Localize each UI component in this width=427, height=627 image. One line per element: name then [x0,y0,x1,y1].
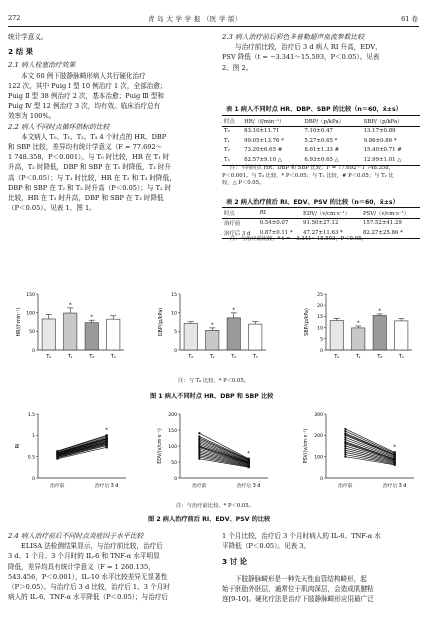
paragraph-line: 平降低（P＜0.05）。见表 3。 [222,542,311,551]
table-cell: 治疗前 [224,221,241,228]
significance-marker: * [210,322,214,329]
data-point [344,453,346,455]
bar [330,320,343,350]
table-header-row [222,116,420,127]
x-tick-label: 治疗前 [192,484,207,489]
edv-paired-chart [157,412,268,489]
table-header-cell: 时点 [224,118,235,125]
y-tick-label: 50 [171,460,177,466]
table-cell: 157.52±41.29 [362,220,402,227]
significance-marker: * [378,308,382,315]
data-point [394,464,396,466]
subsection-heading: 2.2 病人不同时点循环指标的比较 [8,122,110,131]
bar [85,323,98,350]
data-point [56,454,58,456]
paragraph-line: （P＜0.05）。见表 1、图 1。 [8,204,96,213]
table-cell: 12.99±1.01 △ [363,156,402,163]
right-bottom-text [222,531,420,604]
volume-label: 61 卷 [401,15,418,23]
header-rule [8,26,419,27]
table1-note [222,165,420,188]
y-tick-label: 0 [174,476,177,482]
table-cell: 6.93±0.65 △ [304,156,339,163]
table-cell: 5.27±0.65 * [304,137,338,144]
figure1-note: 注：与 T₀ 比较，* P＜0.05。 [178,378,250,384]
section-heading-results: 2 结 果 [8,47,34,57]
y-tick-label: 0 [174,348,177,354]
table2-note: 注：与治疗前比较，* t = −3.341～15.593，P＜0.05。 [230,236,367,242]
paragraph-line: Puig Ⅳ 型 12 例治疗 3 次，均有效。临床治疗总有 [8,102,161,111]
significance-marker: * [68,302,72,309]
paragraph-line: Puig Ⅱ 型 38 例治疗 2 次，基本治愈；Puig Ⅲ 型和 [8,92,164,101]
left-column-text [8,32,204,213]
table-header-cell: HR/（f/min⁻¹） [244,118,285,125]
table-cell: T₃ [224,156,230,163]
paragraph-line: 高（P＜0.05）；与 T₁ 时比较，HR 在 T₂ 和 T₃ 时降低， [8,173,176,182]
y-tick-label: 50 [29,330,35,336]
table-header-cell: 时点 [224,210,235,217]
data-point [198,432,200,434]
table-cell: 47.27±11.63 * [303,229,343,236]
bar [227,318,240,350]
table-cell: T₂ [224,147,230,154]
table-cell: 0.87±0.11 * [259,229,293,236]
x-tick-label: T₁ [209,355,215,360]
x-tick-label: 治疗前 [50,484,65,489]
paragraph-line: 和 SBP 比较，差异均有统计学意义（F = 77.692～ [8,143,163,152]
data-point [344,442,346,444]
y-tick-label: 200 [168,412,177,418]
y-axis-label: PSV/(v/cm·s⁻¹) [304,428,309,464]
y-tick-label: 100 [26,311,35,317]
table-row [222,218,420,228]
y-axis-label: DBP/(p/kPa) [159,307,164,337]
y-tick-label: 1 [32,434,35,440]
note-line: 较，△ P＜0.05。 [222,180,265,187]
y-tick-label: 0 [32,476,35,482]
figure2-caption: 图 2 病人治疗前后 RI、EDV、PSV 的比较 [148,516,271,523]
data-point [344,447,346,449]
figure2-note: 注：与治疗前比较，* P＜0.05。 [176,503,254,509]
x-tick-label: 治疗后 3 d [236,484,261,489]
journal-title: 青 岛 大 学 学 报 （医 学 版） [148,15,242,23]
y-tick-label: 1.5 [27,412,35,418]
significance-marker: * [105,427,109,434]
y-tick-label: 300 [314,412,323,418]
note-line: 注：不同时点 HR、DBP 和 SBP 比较，F = 77.692～1 748.358， [230,165,394,171]
data-point [56,452,58,454]
figure1 [8,286,419,372]
data-point [248,466,250,468]
data-point [394,454,396,456]
data-point [344,430,346,432]
x-tick-label: T₃ [252,355,258,360]
paragraph-line: （P＞0.05）。与治疗后 3 d 比较，治疗后 1、3 个月时 [8,583,170,592]
data-point [198,446,200,448]
paragraph-line: 统计学意义。 [8,33,48,41]
right-column-text [222,32,420,73]
y-tick-label: 10 [317,326,323,332]
data-point [344,456,346,458]
table-cell: 99.05±13.76 * [244,137,284,144]
table-cell: 82.57±9.10 △ [244,156,282,163]
table1 [222,115,420,166]
y-tick-label: 15 [171,292,177,298]
table-cell: 82.27±25.86 * [362,229,403,236]
x-tick-label: 治疗后 3 d [382,484,407,489]
x-tick-label: T₁ [67,355,73,360]
y-tick-label: 100 [314,455,323,461]
subsection-heading: 2.1 病人栓塞治疗效果 [8,61,76,70]
paragraph-line: 2、图 2。 [222,63,253,72]
data-point [344,436,346,438]
table1-caption: 表 1 病人不同时点 HR、DBP、SBP 的比较（n＝60，x̄±s） [226,106,402,113]
table-cell: 0.54±0.07 [259,220,289,227]
y-tick-label: 5 [174,330,177,336]
psv-paired-chart [303,412,414,489]
table-row [222,155,420,165]
data-point [106,434,108,436]
paragraph-line: 1 个月比较，治疗后 3 个月时病人的 IL-6、TNF-α 水 [222,532,381,540]
dbp-bar-chart [158,292,266,360]
paragraph-line: 始于胚胎外胚层，通常位于肌肉深层，会造成肌腱粘 [222,584,374,593]
sbp-bar-chart [304,292,412,360]
data-point [106,441,108,443]
data-point [344,433,346,435]
table-cell: 9.86±0.86 * [363,137,397,144]
table-cell: T₁ [224,137,230,144]
bar [206,330,219,350]
bar [42,319,55,350]
paragraph-line: 升高，T₂ 时降低，DBP 和 SBP 在 T₁ 时降低，T₂ 时升 [8,163,172,172]
y-axis-label: SBP/(p/kPa) [305,308,310,336]
data-point [106,444,108,446]
table-cell: 73.20±6.65 # [244,147,283,154]
table-header-cell: RI [259,209,266,216]
y-tick-label: 25 [317,292,323,298]
y-tick-label: 150 [26,292,35,298]
left-bottom-text [8,531,206,602]
table-row [222,146,420,156]
y-tick-label: 5 [320,337,323,343]
significance-marker: * [247,450,251,457]
table2-caption: 表 2 病人治疗前后 RI、EDV、PSV 的比较（n＝60，x̄±s） [226,199,399,206]
y-axis-label: HR/(f·min⁻¹) [17,307,22,337]
y-tick-label: 200 [314,434,323,440]
bar [107,319,120,350]
table-header-cell: PSV/（v/cm·s⁻¹） [362,210,410,217]
significance-marker: * [90,314,94,321]
x-tick-label: 治疗前 [338,484,353,489]
y-tick-label: 150 [168,428,177,434]
paragraph-line: 122 次。其中 Puig Ⅰ 型 10 例治疗 1 次，全部治愈； [8,81,167,90]
page-number: 272 [8,14,21,22]
table-cell: T₀ [224,128,230,135]
significance-marker: * [356,320,360,327]
subsection-heading: 2.4 病人治疗前后不同时点炎症因子水平比较 [8,532,144,540]
x-tick-label: T₀ [188,355,194,360]
data-point [248,459,250,461]
table-cell: 91.50±27.12 [303,220,339,227]
table-cell: 83.10±11.71 [244,128,280,135]
figure1-caption: 图 1 病人不同时点 HR、DBP 和 SBP 比较 [150,393,274,400]
paragraph-line: 比较，HR 在 T₃ 时升高，DBP 和 SBP 在 T₃ 时降低 [8,194,164,203]
data-point [344,451,346,453]
data-point [344,445,346,447]
x-tick-label: T₃ [110,355,116,360]
table2 [222,207,420,239]
x-tick-label: 治疗后 3 d [94,484,119,489]
table-header-row [222,208,420,219]
subsection-heading: 2.3 病人治疗前后彩色多普勒超声血流参数比较 [222,33,365,41]
table-cell: 15.40±0.71 # [363,147,402,154]
figure2 [8,408,419,500]
data-point [106,437,108,439]
x-tick-label: T₀ [46,355,52,360]
table-cell: 13.17±0.89 [363,128,396,135]
y-axis-label: RI [16,443,21,449]
paragraph-line: 本文 60 例下肢静脉畸形病人共行硬化治疗 [21,71,146,80]
table-cell: 治疗后 3 d [224,230,251,237]
paragraph-line: 效率为 100%。 [8,112,56,121]
paragraph-line: 1 748.358，P＜0.001）。与 T₀ 时比较，HR 在 T₁ 时 [8,153,170,162]
table-header-cell: SBP/（p/kPa） [363,118,403,125]
bar [373,316,386,350]
bar [395,321,408,350]
paragraph-line: 病人的 IL-6、TNF-α 水平降低（P＜0.05）；与治疗后 [8,593,169,602]
significance-marker: * [232,307,236,314]
bar [249,324,262,350]
table-row [222,126,420,136]
section-heading-discussion: 3 讨 论 [222,557,248,567]
data-point [198,458,200,460]
paragraph-line: 543.456，P＜0.001），IL-10 水平比较差异无显著性 [8,572,168,581]
y-tick-label: 10 [171,311,177,317]
table-cell: 7.10±0.47 [304,128,333,135]
x-tick-label: T₁ [355,355,361,360]
y-axis-label: EDV/(v/cm·s⁻¹) [158,428,163,464]
paragraph-line: DBP 和 SBP 在 T₂ 和 T₃ 时升高（P＜0.05）；与 T₂ 时 [8,183,172,192]
table-header-cell: DBP/（p/kPa） [304,118,345,125]
y-tick-label: 0 [320,348,323,354]
y-tick-label: 0 [32,348,35,354]
paragraph-line: ELISA 法检测结果显示，与治疗前比较，治疗后 [21,542,163,551]
paragraph-line: 与治疗前比较，治疗后 3 d 病人 RI 升高，EDV、 [235,43,382,52]
paired-line [345,444,397,461]
y-tick-label: 0 [320,476,323,482]
paragraph-line: 本文病人 T₀、T₁、T₂、T₃ 4 个时点的 HR、DBP [21,132,167,141]
note-line: P＜0.001。与 T₀ 比较，* P＜0.05；与 T₁ 比较，# P＜0.05；与 T₂ 比 [222,172,394,179]
data-point [344,449,346,451]
paragraph-line: PSV 降低（t = −3.341～15.593，P＜0.05）。见表 [222,53,380,62]
y-tick-label: 0.5 [27,455,35,461]
data-point [344,428,346,430]
y-tick-label: 20 [317,304,323,309]
data-point [344,439,346,441]
paragraph-line: 连[9-10]。硬化疗法是治疗下肢静脉畸形应用最广泛 [222,595,374,604]
x-tick-label: T₂ [377,355,383,360]
table-row [222,136,420,146]
y-tick-label: 100 [168,444,177,450]
hr-bar-chart [16,292,124,360]
paragraph-line: 3 d、1 个月、3 个月时的 IL-6 和 TNF-α 水平明显 [8,552,160,561]
x-tick-label: T₃ [398,355,404,360]
bar [64,313,77,350]
y-tick-label: 15 [317,315,323,321]
paragraph-line: 下肢静脉畸形是一种先天性血管结构畸形，起 [235,574,367,583]
data-point [248,461,250,463]
paragraph-line: 降低，差异均具有统计学意义（F = 1 260.135， [8,562,155,571]
bar [184,323,197,350]
bar [352,328,365,350]
table-cell: 8.61±1.33 # [304,147,340,154]
significance-marker: * [393,444,397,451]
x-tick-label: T₂ [89,355,95,360]
ri-paired-chart [15,412,126,489]
data-point [394,458,396,460]
data-point [198,437,200,439]
x-tick-label: T₂ [231,355,237,360]
table-header-cell: EDV/（v/cm·s⁻¹） [303,210,351,217]
x-tick-label: T₀ [334,355,340,360]
